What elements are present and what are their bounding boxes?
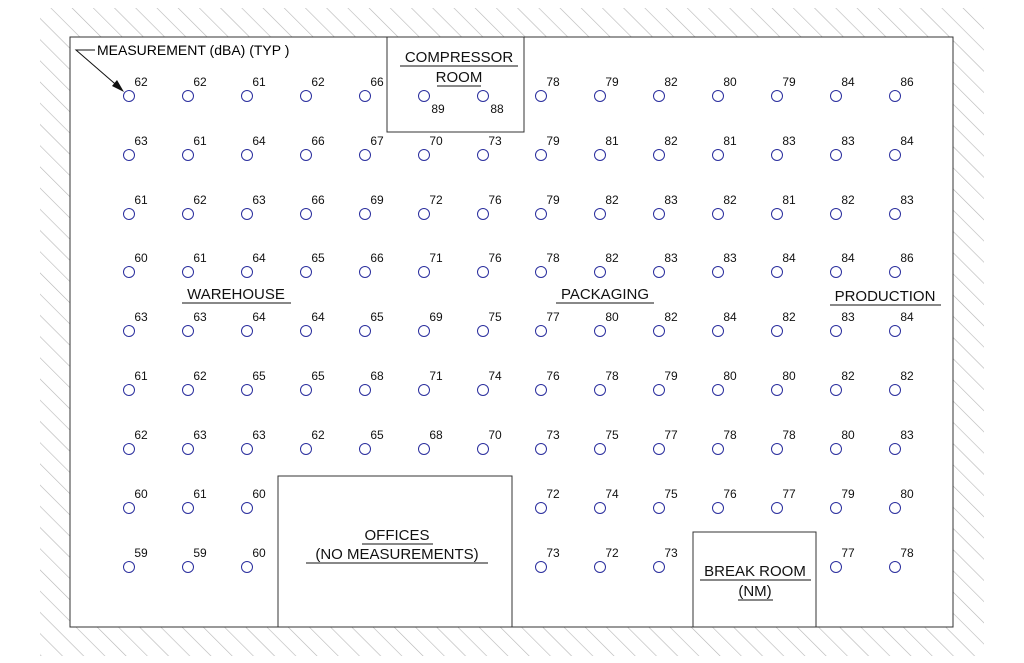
measurement-value: 60 [252,487,266,501]
measurement-value: 77 [664,428,678,442]
measurement-value: 83 [841,310,855,324]
measurement-value: 76 [488,251,502,265]
measurement-value: 66 [370,75,384,89]
measurement-value: 62 [193,75,207,89]
measurement-value: 63 [252,193,266,207]
measurement-value: 72 [429,193,443,207]
offices-label-1: OFFICES [364,527,430,544]
measurement-value: 80 [782,369,796,383]
measurement-value: 60 [252,546,266,560]
measurement-value: 81 [605,134,619,148]
measurement-value: 66 [311,134,325,148]
measurement-value: 61 [134,369,148,383]
measurement-value: 63 [134,310,148,324]
measurement-value: 89 [431,102,445,116]
measurement-value: 81 [782,193,796,207]
break-room-label-2: (NM) [738,583,772,600]
measurement-value: 73 [546,546,560,560]
measurement-value: 82 [664,310,678,324]
measurement-value: 64 [252,310,266,324]
measurement-legend-label: MEASUREMENT (dBA) (TYP ) [97,42,290,58]
measurement-value: 63 [193,310,207,324]
measurement-value: 59 [134,546,148,560]
measurement-value: 73 [488,134,502,148]
measurement-value: 78 [546,75,560,89]
measurement-value: 74 [488,369,502,383]
measurement-value: 70 [429,134,443,148]
packaging-label: PACKAGING [560,286,650,303]
measurement-value: 65 [311,251,325,265]
measurement-value: 82 [782,310,796,324]
measurement-value: 80 [841,428,855,442]
measurement-value: 82 [605,251,619,265]
measurement-value: 77 [782,487,796,501]
measurement-value: 69 [370,193,384,207]
measurement-value: 62 [193,369,207,383]
measurement-value: 72 [605,546,619,560]
measurement-value: 84 [782,251,796,265]
measurement-value: 60 [134,251,148,265]
measurement-value: 79 [782,75,796,89]
measurement-value: 79 [841,487,855,501]
measurement-value: 61 [193,251,207,265]
compressor-room-label-1: COMPRESSOR [404,49,514,66]
measurement-value: 69 [429,310,443,324]
measurement-value: 73 [546,428,560,442]
measurement-value: 83 [900,193,914,207]
measurement-value: 77 [546,310,560,324]
measurement-value: 72 [546,487,560,501]
measurement-value: 78 [546,251,560,265]
measurement-value: 75 [664,487,678,501]
measurement-value: 79 [546,134,560,148]
measurement-value: 82 [664,75,678,89]
measurement-value: 76 [546,369,560,383]
measurement-value: 65 [252,369,266,383]
measurement-value: 71 [429,369,443,383]
measurement-value: 80 [605,310,619,324]
measurement-value: 66 [370,251,384,265]
measurement-value: 64 [252,134,266,148]
measurement-value: 80 [900,487,914,501]
measurement-value: 84 [841,251,855,265]
measurement-value: 62 [193,193,207,207]
measurement-value: 83 [664,251,678,265]
measurement-value: 88 [490,102,504,116]
measurement-value: 61 [134,193,148,207]
measurement-value: 83 [900,428,914,442]
measurement-value: 83 [664,193,678,207]
measurement-value: 66 [311,193,325,207]
measurement-value: 61 [193,134,207,148]
measurement-value: 78 [723,428,737,442]
measurement-value: 76 [488,193,502,207]
measurement-value: 75 [605,428,619,442]
measurement-value: 61 [252,75,266,89]
measurement-value: 61 [193,487,207,501]
measurement-value: 63 [193,428,207,442]
measurement-value: 84 [841,75,855,89]
measurement-value: 63 [252,428,266,442]
measurement-value: 65 [370,310,384,324]
measurement-value: 59 [193,546,207,560]
measurement-value: 64 [252,251,266,265]
measurement-value: 73 [664,546,678,560]
measurement-value: 86 [900,251,914,265]
measurement-value: 62 [134,428,148,442]
measurement-value: 75 [488,310,502,324]
measurement-value: 62 [311,75,325,89]
measurement-value: 77 [841,546,855,560]
measurement-value: 82 [605,193,619,207]
measurement-value: 71 [429,251,443,265]
measurement-value: 79 [546,193,560,207]
measurement-value: 78 [782,428,796,442]
measurement-value: 82 [841,193,855,207]
measurement-value: 83 [841,134,855,148]
measurement-value: 62 [134,75,148,89]
measurement-value: 67 [370,134,384,148]
measurement-value: 84 [723,310,737,324]
measurement-value: 78 [900,546,914,560]
break-room-label-1: BREAK ROOM [704,563,806,580]
offices-label-2: (NO MEASUREMENTS) [315,546,479,563]
measurement-value: 68 [370,369,384,383]
measurement-value: 62 [311,428,325,442]
measurement-value: 68 [429,428,443,442]
measurement-value: 63 [134,134,148,148]
warehouse-label: WAREHOUSE [187,286,285,303]
compressor-room-label-2: ROOM [435,69,483,86]
measurement-value: 84 [900,134,914,148]
measurement-value: 82 [664,134,678,148]
measurement-value: 83 [782,134,796,148]
measurement-value: 78 [605,369,619,383]
measurement-value: 83 [723,251,737,265]
measurement-value: 82 [723,193,737,207]
measurement-value: 84 [900,310,914,324]
measurement-value: 74 [605,487,619,501]
measurement-value: 60 [134,487,148,501]
measurement-value: 79 [664,369,678,383]
measurement-value: 80 [723,75,737,89]
measurement-value: 82 [900,369,914,383]
production-label: PRODUCTION [834,288,936,305]
measurement-value: 70 [488,428,502,442]
measurement-value: 65 [311,369,325,383]
measurement-value: 64 [311,310,325,324]
measurement-value: 79 [605,75,619,89]
measurement-value: 86 [900,75,914,89]
measurement-value: 82 [841,369,855,383]
measurement-value: 65 [370,428,384,442]
measurement-value: 76 [723,487,737,501]
measurement-value: 81 [723,134,737,148]
measurement-value: 80 [723,369,737,383]
